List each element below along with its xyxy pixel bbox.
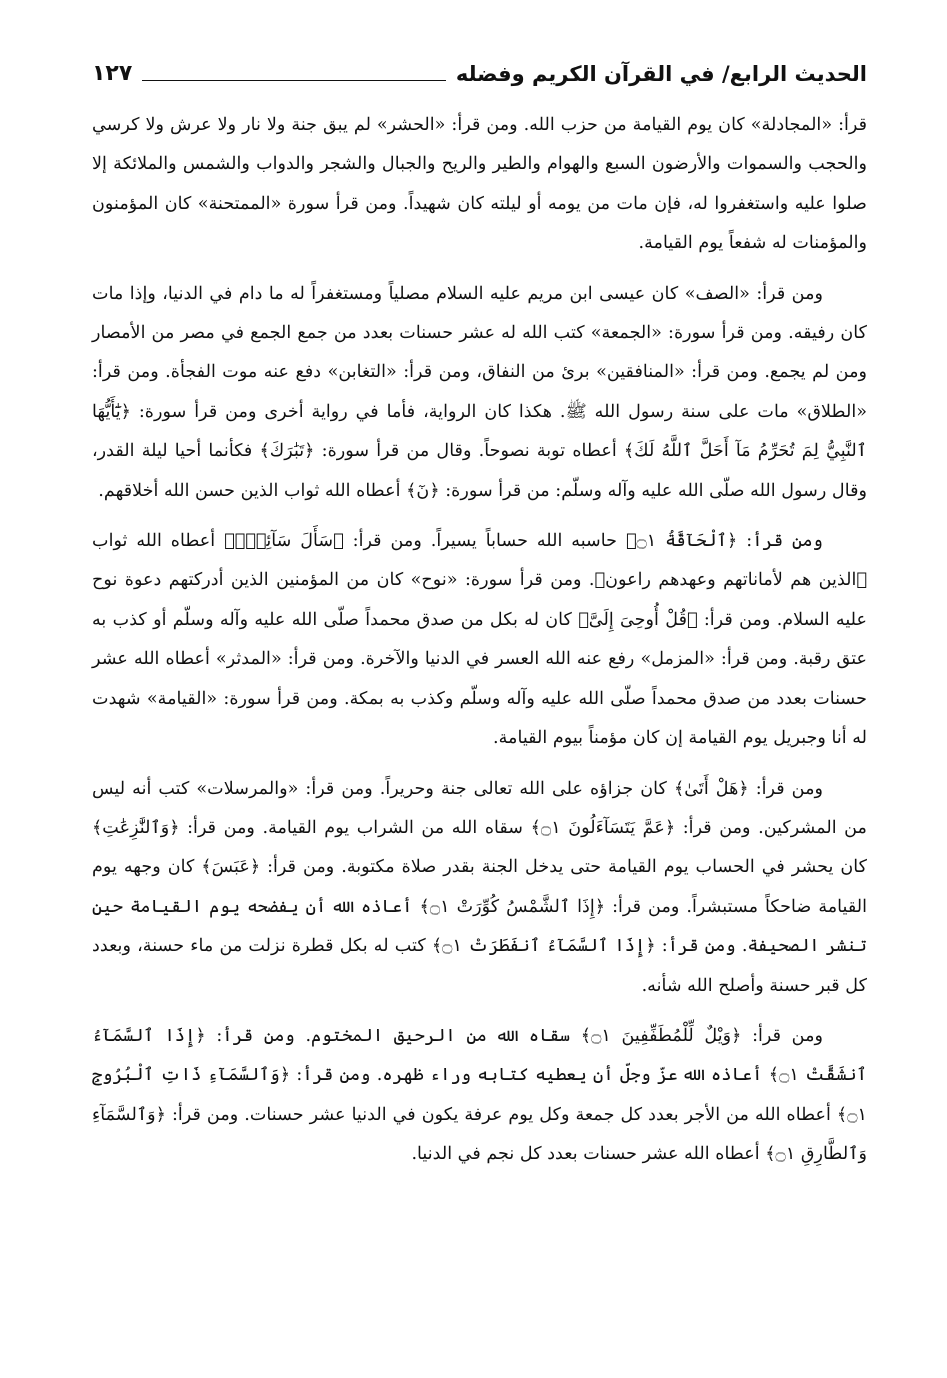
paragraph-gap [92,759,867,770]
running-head: الحديث الرابع/ في القرآن الكريم وفضله [455,62,867,86]
page-number: ١٢٧ [92,61,133,86]
paragraph-gap [92,1006,867,1017]
paragraph-gap [92,511,867,522]
paragraph-2: ومن قرأ: «الصف» كان عيسى ابن مريم عليه السلام مصلياً ومستغفراً له ما دام في الدنيا، وإذا مات كان رفيقه. ومن قرأ سورة: «الجمعة» كتب الله له عشر حسنات بعدد من جمع الجمع في مصر من الأمصار ومن لم يجمع. ومن قرأ: «المنافقين» برئ من النفاق، ومن قرأ: «التغابن» دفع عنه موت الفجأة. ومن قرأ: «الطلاق» مات على سنة رسول الله ﷺ. هكذا كان الرواية، فأما في رواية أخرى ومن قرأ سورة: ﴿يَٰٓأَيُّهَا ٱلنَّبِيُّ لِمَ تُحَرِّمُ مَآ أَحَلَّ ٱللَّهُ لَكَ﴾ أعطاه توبة نصوحاً. وقال من قرأ سورة: ﴿تَبَٰرَكَ﴾ فكأنما أحيا ليلة القدر، وقال رسول الله صلّى الله عليه وآله وسلّم: من قرأ سورة: ﴿نٓ﴾ أعطاه الله ثواب الذين حسن الله أخلاقهم. [92,283,867,501]
header-rule [142,80,446,81]
paragraph-4: ومن قرأ: ﴿هَلْ أَتَىٰ﴾ كان جزاؤه على الله تعالى جنة وحريراً. ومن قرأ: «والمرسلات» كتب أنه ليس من المشركين. ومن قرأ: ﴿عَمَّ يَتَسَآءَلُونَ ۝١﴾ سقاه الله من الشراب يوم القيامة. ومن قرأ: ﴿وَٱلنَّٰزِعَٰتِ﴾ كان يحشر في الحساب يوم القيامة حتى يدخل الجنة بقدر صلاة مكتوبة. ومن قرأ: ﴿عَبَسَ﴾ كان وجهه يوم القيامة ضاحكاً مستبشراً. ومن قرأ: ﴿إِذَا ٱلشَّمْسُ كُوِّرَتْ ۝١﴾ أعاذه الله أن يفضحه يوم القيامة حين تنشر الصحيفة. ومن قرأ: ﴿إِذَا ٱلسَّمَآءُ ٱنفَطَرَتْ ۝١﴾ كتب له بكل قطرة نزلت من ماء حسنة، وبعدد كل قبر حسنة وأصلح الله شأنه. [92,778,867,996]
paragraph-gap [92,264,867,275]
paragraph-5: ومن قرأ: ﴿وَيْلٌ لِّلْمُطَفِّفِينَ ۝١﴾ سقاه الله من الرحيق المختوم. ومن قرأ: ﴿إِذَا ٱلسَّمَآءُ ٱنشَقَّتْ ۝١﴾ أعاذه الله عزّ وجلّ أن يعطيه كتابه وراء ظهره. ومن قرأ: ﴿وَٱلسَّمَآءِ ذَاتِ ٱلْبُرُوجِ ۝١﴾ أعطاه الله من الأجر بعدد كل جمعة وكل يوم عرفة يكون في الدنيا عشر حسنات. ومن قرأ: ﴿وَٱلسَّمَآءِ وَٱلطَّارِقِ ۝١﴾ أعطاه الله عشر حسنات بعدد كل نجم في الدنيا. [92,1025,867,1165]
page-header [92,52,867,92]
paragraph-3: ومن قرأ: ﴿ٱلْحَآقَّةُ ۝١﴾ حاسبه الله حساباً يسيراً. ومن قرأ: ﴿سَأَلَ سَآئِلٌۢ﴾ أعطاه الله ثواب ﴿الذين هم لأماناتهم وعهدهم راعون﴾. ومن قرأ سورة: «نوح» كان من المؤمنين الذين أدركتهم دعوة نوح عليه السلام. ومن قرأ: ﴿قُلْ أُوحِىَ إِلَىَّ﴾ كان له بكل من صدق محمداً صلّى الله عليه وآله وسلّم أو كذب به عتق رقبة. ومن قرأ: «المزمل» رفع عنه الله العسر في الدنيا والآخرة. ومن قرأ: «المدثر» أعطاه الله عشر حسنات بعدد من صدق محمداً صلّى الله عليه وآله وسلّم وكذب به بمكة. ومن قرأ سورة: «القيامة» شهدت له أنا وجبريل يوم القيامة إن كان مؤمناً بيوم القيامة. [92,531,867,749]
paragraph-1: قرأ: «المجادلة» كان يوم القيامة من حزب الله. ومن قرأ: «الحشر» لم يبق جنة ولا نار ولا عرش ولا كرسي والحجب والسموات والأرضون السبع والهوام والطير والريح والجبال والشجر والدواب والشمس والملائكة إلا صلوا عليه واستغفروا له، فإن مات من يومه أو ليلته كان شهيداً. ومن قرأ سورة «الممتحنة» كان المؤمنون والمؤمنات له شفعاً يوم القيامة. [92,115,867,254]
body-text [92,106,867,1175]
